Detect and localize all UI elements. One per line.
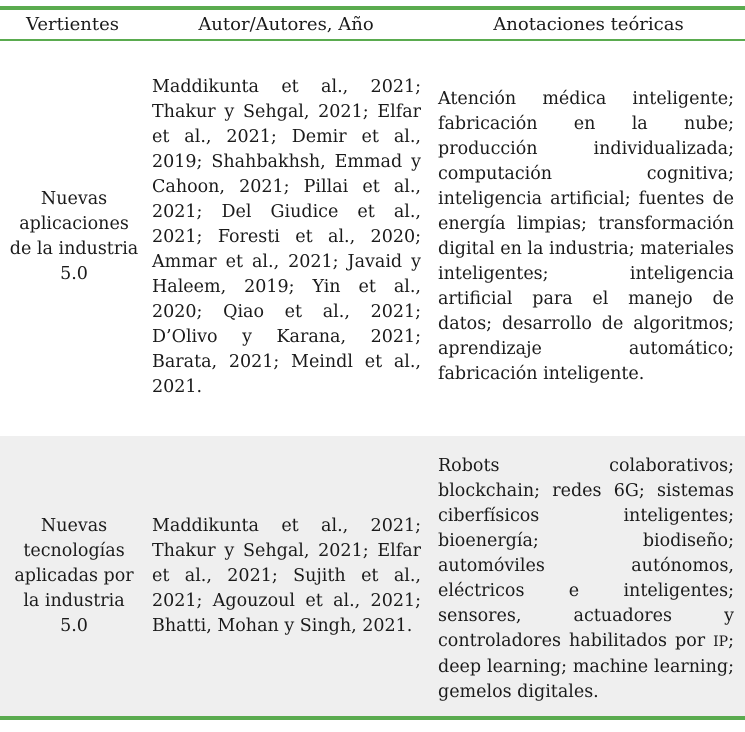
table-bottom-rule	[0, 716, 745, 720]
autores-text: Maddikunta et al., 2021; Thakur y Sehgal, 2021; Elfar et al., 2021; Sujith et al., 2021; Agouzoul et al., 2021; Bhatti, Mohan y Singh, 2021.	[152, 515, 421, 636]
autores-cell	[152, 436, 421, 716]
anotaciones-cell	[438, 41, 734, 433]
vertiente-cell	[8, 436, 140, 716]
header-autores: Autor/Autores, Año	[198, 14, 374, 35]
table-row	[0, 41, 745, 433]
autores-cell	[152, 41, 421, 433]
anotaciones-text: Atención médica inteligente; fabricación en la nube; producción individualizada; computación cognitiva; inteligencia artificial; fuentes de energía limpias; transformación digital en la industria; materiales inteligentes; inteligencia artificial para el manejo de datos; desarrollo de algoritmos; aprendizaje automático; fabricación inteligente.	[438, 89, 734, 384]
anotaciones-text	[438, 454, 734, 705]
table-top-rule	[0, 6, 745, 10]
anotaciones-text-part: ; deep learning; machine learning; gemelos digitales.	[438, 631, 734, 702]
table-row	[0, 436, 745, 716]
vertiente-text: Nuevas aplicaciones de la industria 5.0	[9, 189, 139, 284]
vertiente-cell	[8, 41, 140, 433]
autores-text: Maddikunta et al., 2021; Thakur y Sehgal, 2021; Elfar et al., 2021; Demir et al., 2019; Shahbakhsh, Emmad y Cahoon, 2021; Pillai et al., 2021; Del Giudice et al., 2021; Foresti et al., 2020; Ammar et al., 2021; Javaid y Haleem, 2019; Yin et al., 2020; Qiao et al., 2021; D’Olivo y Karana, 2021; Barata, 2021; Meindl et al., 2021.	[152, 76, 421, 397]
ip-acronym: IP	[713, 634, 729, 650]
anotaciones-cell	[438, 436, 734, 716]
header-anotaciones: Anotaciones teóricas	[493, 14, 684, 35]
vertiente-text: Nuevas tecnologías aplicadas por la industria 5.0	[14, 515, 134, 636]
anotaciones-text-part: Robots colaborativos; blockchain; redes 6G; sistemas ciberfísicos inteligentes; bioenergía; biodiseño; automóviles autónomos, eléctricos e inteligentes; sensores, actuadores y controladores habilitados por	[438, 456, 734, 651]
header-vertientes: Vertientes	[26, 14, 119, 35]
